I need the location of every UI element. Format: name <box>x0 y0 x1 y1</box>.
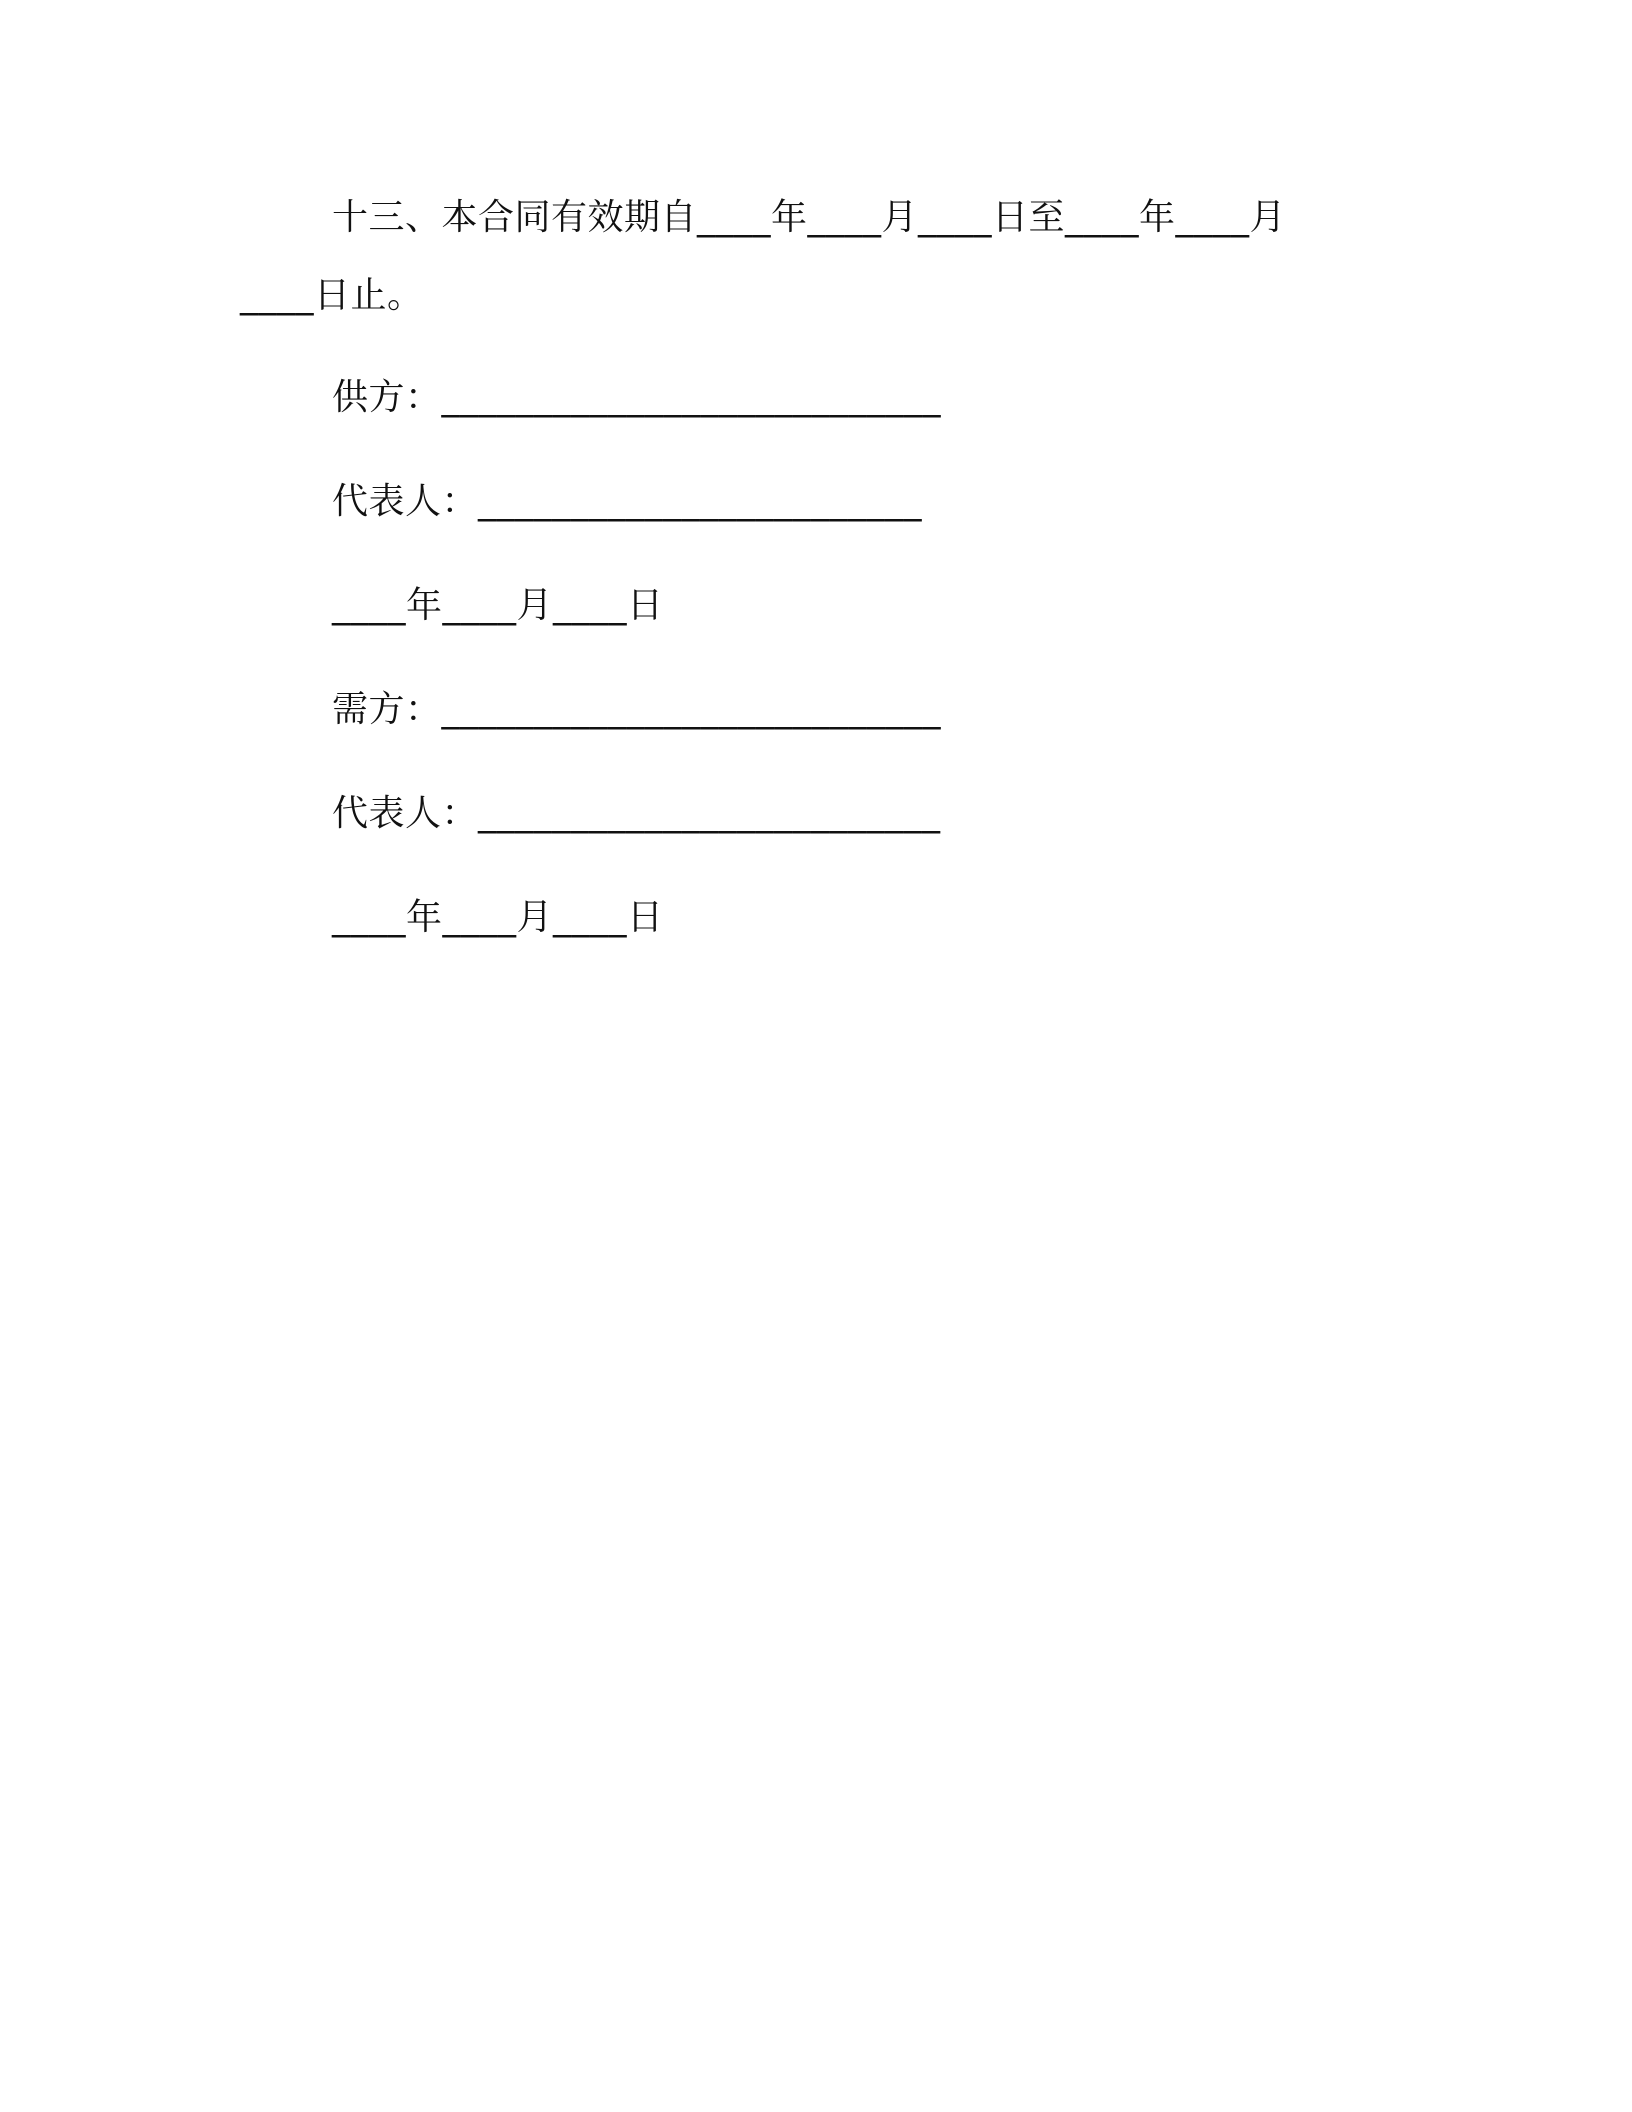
clause-13-line-1: 十三、本合同有效期自____年____月____日至____年____月 <box>332 197 1287 238</box>
buyer-representative-field: 代表人：_________________________ <box>332 793 941 834</box>
buyer-date-field: ____年____月____日 <box>332 897 664 938</box>
supplier-field: 供方：___________________________ <box>332 377 942 418</box>
supplier-date-field: ____年____月____日 <box>332 585 664 626</box>
buyer-field: 需方：___________________________ <box>332 689 942 730</box>
clause-13-line-2: ____日止。 <box>240 275 424 316</box>
supplier-representative-field: 代表人：________________________ <box>332 481 923 522</box>
